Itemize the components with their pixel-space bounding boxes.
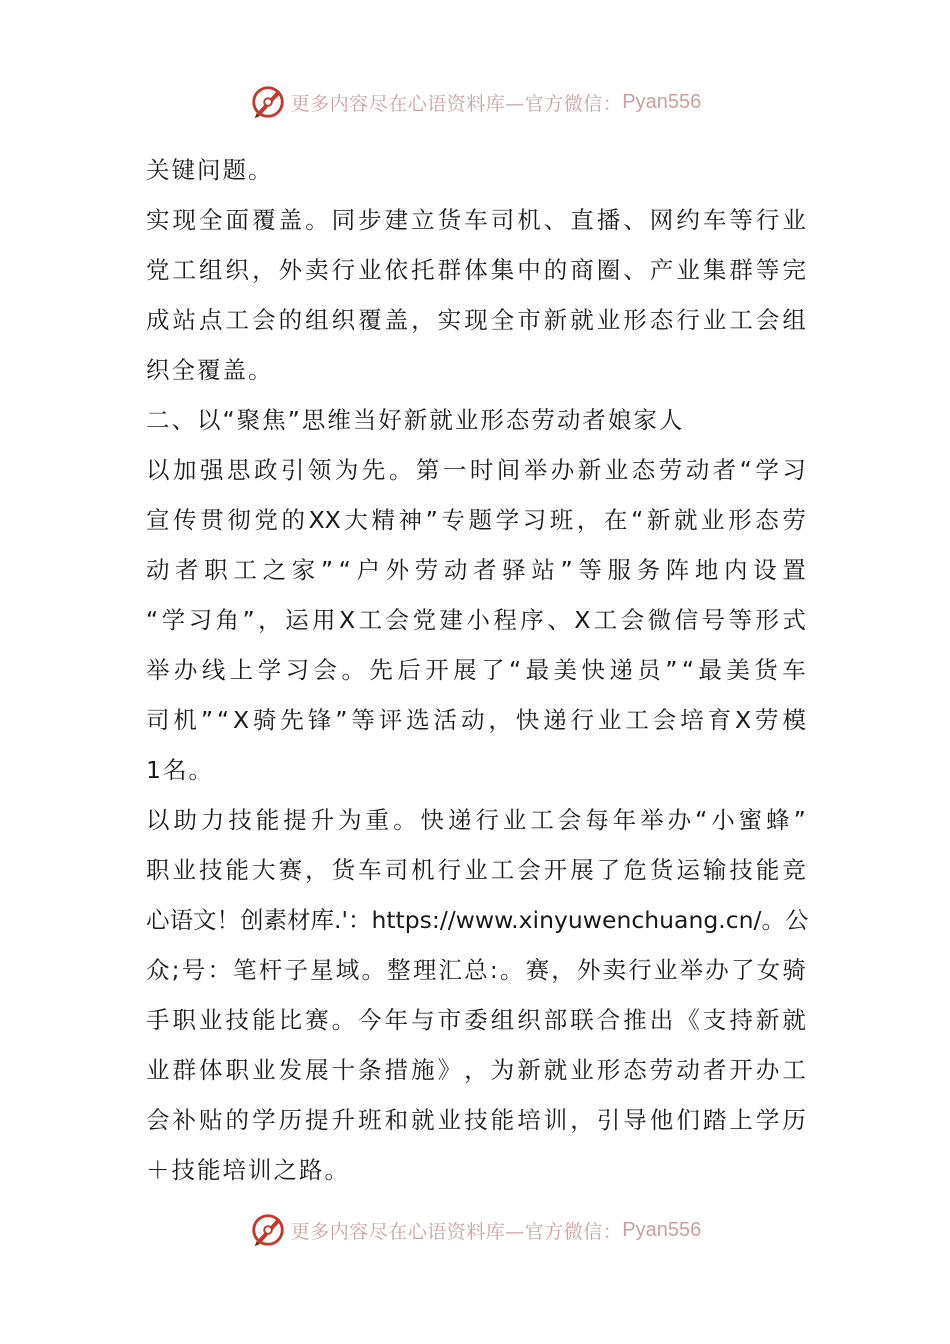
text-line-content: 会 补 贴 的 学 历 提 升 班 和 就 业 技 能 培 训 ， 引 导 他 们 踏 上 学 历 bbox=[146, 1106, 806, 1134]
banner-wechat-id: Pyan556 bbox=[622, 1218, 702, 1241]
text-line bbox=[146, 1095, 806, 1145]
text-line-content: 关键问题。 bbox=[146, 156, 274, 184]
text-line-content: 业 群 体 职 业 发 展 十 条 措 施 》 ， 为 新 就 业 形 态 劳 动 者 开 办 工 bbox=[146, 1056, 806, 1084]
text-line bbox=[146, 595, 806, 645]
text-line-content: 以 加 强 思 政 引 领 为 先 。 第 一 时 间 举 办 新 业 态 劳 动 者 “ 学 习 bbox=[146, 456, 806, 484]
banner-wechat-id: Pyan556 bbox=[622, 90, 702, 113]
text-line-content: ＋技能培训之路。 bbox=[146, 1156, 350, 1184]
banner-text: 更多内容尽在心语资料库—官方微信： bbox=[290, 92, 623, 115]
pen-circle-logo-icon bbox=[249, 1211, 287, 1249]
text-line-content: 织全覆盖。 bbox=[146, 356, 274, 384]
text-line bbox=[146, 445, 806, 495]
text-line-content: 动 者 职 工 之 家 ” “ 户 外 劳 动 者 驿 站 ” 等 服 务 阵 地 内 设 置 bbox=[146, 556, 806, 584]
text-line-content: 众 ; 号 ： 笔 杆 子 星 域 。 整 理 汇 总 : 。 赛 ， 外 卖 行 业 举 办 了 女 骑 bbox=[146, 956, 806, 984]
text-line bbox=[146, 195, 806, 245]
text-line bbox=[146, 845, 806, 895]
text-line bbox=[146, 745, 806, 795]
text-line bbox=[146, 945, 806, 995]
text-line-content: “ 学 习 角 ” ， 运 用 X 工 会 党 建 小 程 序 、 X 工 会 微 信 号 等 形 式 bbox=[146, 606, 806, 634]
text-line bbox=[146, 695, 806, 745]
text-line-content: 党 工 组 织 ， 外 卖 行 业 依 托 群 体 集 中 的 商 圈 、 产 业 集 群 等 完 bbox=[146, 256, 806, 284]
text-line-content: 心 语 文 ！ 创 素 材 库 .' ： https://www.xinyuwenchuang.cn/ 。 公 bbox=[146, 906, 809, 934]
footer-watermark-banner bbox=[0, 1208, 950, 1252]
text-line bbox=[146, 795, 806, 845]
text-line-content: 宣 传 贯 彻 党 的 XX 大 精 神 ” 专 题 学 习 班 ， 在 “ 新 就 业 形 态 劳 bbox=[146, 506, 806, 534]
text-line bbox=[146, 495, 806, 545]
text-line bbox=[146, 995, 806, 1045]
text-line-content: 实 现 全 面 覆 盖 。 同 步 建 立 货 车 司 机 、 直 播 、 网 约 车 等 行 业 bbox=[146, 206, 806, 234]
pen-circle-logo-icon bbox=[249, 83, 287, 121]
text-line-content: 以 助 力 技 能 提 升 为 重 。 快 递 行 业 工 会 每 年 举 办 “ 小 蜜 蜂 ” bbox=[146, 806, 806, 834]
header-watermark-banner bbox=[0, 80, 950, 124]
text-line-content: 二、以“聚焦”思维当好新就业形态劳动者娘家人 bbox=[146, 406, 685, 434]
text-line-content: 手 职 业 技 能 比 赛 。 今 年 与 市 委 组 织 部 联 合 推 出 《 支 持 新 就 bbox=[146, 1006, 806, 1034]
text-line-content: 职 业 技 能 大 赛 ， 货 车 司 机 行 业 工 会 开 展 了 危 货 运 输 技 能 竞 bbox=[146, 856, 806, 884]
text-line bbox=[146, 895, 809, 945]
text-line-content: 举 办 线 上 学 习 会 。 先 后 开 展 了 “ 最 美 快 递 员 ” “ 最 美 货 车 bbox=[146, 656, 806, 684]
text-line bbox=[146, 1045, 806, 1095]
text-line bbox=[146, 345, 806, 395]
document-body bbox=[146, 145, 809, 1195]
text-line bbox=[146, 645, 806, 695]
text-line-content: 成 站 点 工 会 的 组 织 覆 盖 ， 实 现 全 市 新 就 业 形 态 行 业 工 会 组 bbox=[146, 306, 806, 334]
text-line bbox=[146, 295, 806, 345]
text-line bbox=[146, 395, 806, 445]
text-line bbox=[146, 1145, 806, 1195]
text-line-content: 1名。 bbox=[146, 756, 214, 784]
text-line bbox=[146, 145, 806, 195]
text-line-content: 司 机 ” “ X 骑 先 锋 ” 等 评 选 活 动 ， 快 递 行 业 工 会 培 育 X 劳 模 bbox=[146, 706, 806, 734]
text-line bbox=[146, 545, 806, 595]
banner-text: 更多内容尽在心语资料库—官方微信： bbox=[290, 1220, 623, 1243]
text-line bbox=[146, 245, 806, 295]
